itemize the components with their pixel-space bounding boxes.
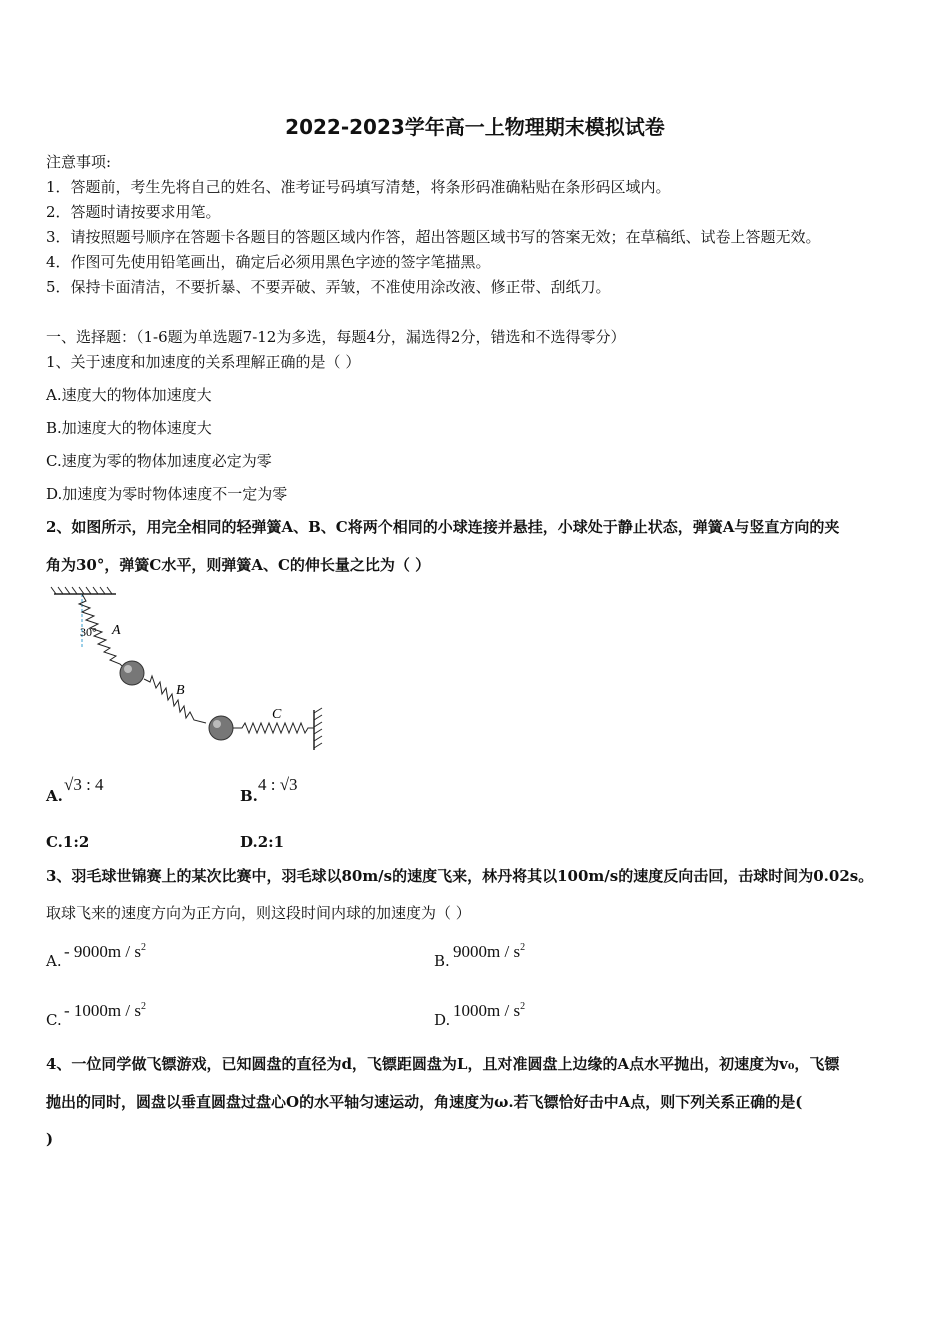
spring-c [233,723,314,733]
q3-option-d-value: $1000m / s^2$ [453,1001,526,1020]
ball-1 [120,661,144,685]
spring-c-label: C [272,707,282,722]
section-heading: 一、选择题：（1-6题为单选题7-12为多选，每题4分，漏选得2分，错选和不选得零分） [46,328,626,346]
q4-stem-line2: 抛出的同时，圆盘以垂直圆盘过盘心O的水平轴匀速运动，角速度为ω.若飞镖恰好击中A点，则下列关系正确的是( [46,1093,803,1111]
q3-option-b-value: $9000m / s^2$ [453,942,526,961]
q3-option-b-label: B. [434,952,450,970]
q1-option-c: C.速度为零的物体加速度必定为零 [46,452,272,470]
q4-stem-line1: 4、一位同学做飞镖游戏，已知圆盘的直径为d，飞镖距圆盘为L，且对准圆盘上边缘的A点水平抛出，初速度为v₀，飞镖 [46,1055,840,1073]
spring-a-label: A [112,623,121,638]
q1-stem: 1、关于速度和加速度的关系理解正确的是（ ） [46,353,361,371]
notice-item-3: 3．请按照题号顺序在答题卡各题目的答题区域内作答，超出答题区域书写的答案无效；在草稿纸、试卷上答题无效。 [46,228,821,246]
q2-stem-line2: 角为30°，弹簧C水平，则弹簧A、C的伸长量之比为（ ） [46,556,431,574]
spring-b [144,676,206,723]
q3-option-c-label: C. [46,1011,62,1029]
notice-item-2: 2．答题时请按要求用笔。 [46,203,221,221]
q2-option-b-value: 4 : √3 [258,775,298,794]
q1-option-d: D.加速度为零时物体速度不一定为零 [46,485,288,503]
q3-stem-line2: 取球飞来的速度方向为正方向，则这段时间内球的加速度为（ ） [46,904,471,922]
q3-stem-line1: 3、羽毛球世锦赛上的某次比赛中，羽毛球以80m/s的速度飞来，林丹将其以100m/s的速度反向击回，击球时间为0.02s。 [46,867,874,885]
q1-option-a: A.速度大的物体加速度大 [46,386,212,404]
notice-item-4: 4．作图可先使用铅笔画出，确定后必须用黑色字迹的签字笔描黑。 [46,253,491,271]
q2-option-c: C.1:2 [46,833,90,851]
q3-option-c-value: - $1000m / s^2$ [64,1001,146,1020]
q4-stem-line3: ) [46,1130,54,1148]
q3-option-a-value: - $9000m / s^2$ [64,942,146,961]
notice-item-1: 1．答题前，考生先将自己的姓名、准考证号码填写清楚，将条形码准确粘贴在条形码区域内。 [46,178,671,196]
spring-ball-diagram [46,582,336,754]
q2-option-a-value: √3 : 4 [64,775,104,794]
spring-b-label: B [176,683,185,698]
q2-option-b-label: B. [240,787,258,805]
ball-2 [209,716,233,740]
page-title: 2022-2023学年高一上物理期末模拟试卷 [285,115,665,139]
q2-option-a-label: A. [46,787,63,805]
q1-option-b: B.加速度大的物体速度大 [46,419,212,437]
q2-stem-line1: 2、如图所示，用完全相同的轻弹簧A、B、C将两个相同的小球连接并悬挂，小球处于静止状态，弹簧A与竖直方向的夹 [46,518,840,536]
angle-label: 30° [80,625,97,639]
q2-option-d: D.2:1 [240,833,285,851]
notice-item-5: 5．保持卡面清洁，不要折暴、不要弄破、弄皱，不准使用涂改液、修正带、刮纸刀。 [46,278,611,296]
q3-option-a-label: A. [46,952,62,970]
q3-option-d-label: D. [434,1011,451,1029]
notice-heading: 注意事项: [46,153,112,171]
